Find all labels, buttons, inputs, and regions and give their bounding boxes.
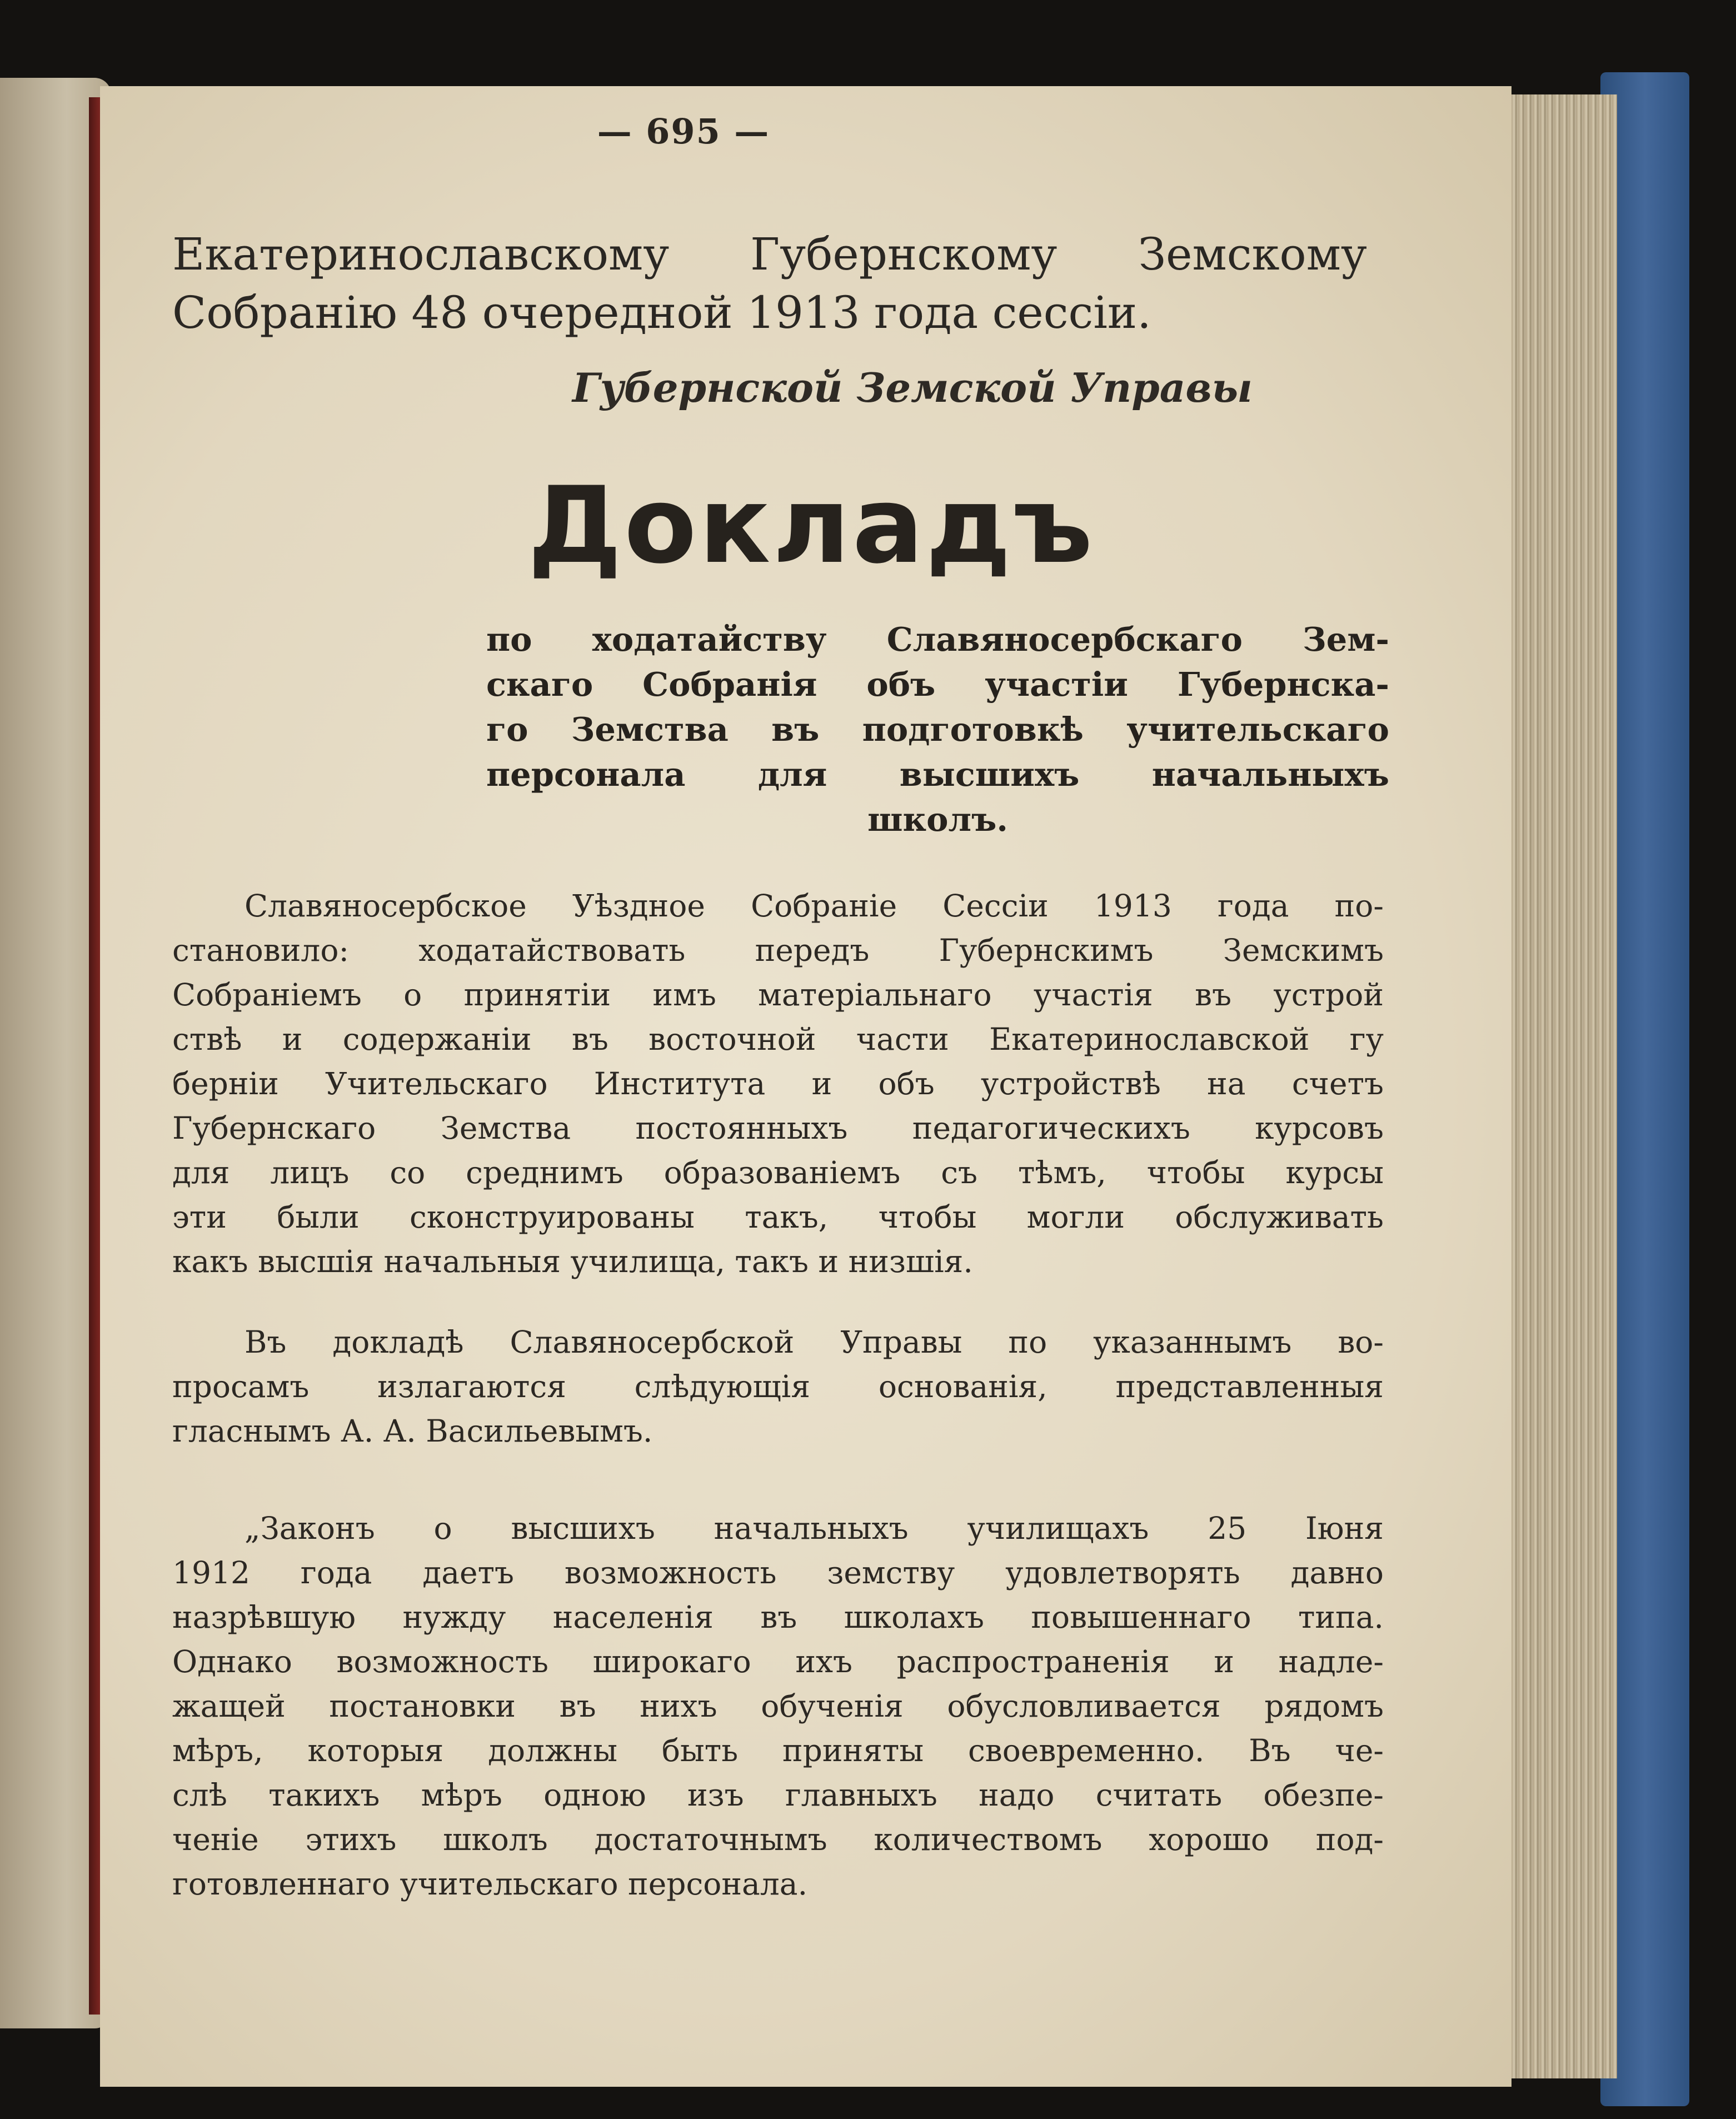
subject-line: скаго Собранія объ участіи Губернска- <box>486 665 1389 704</box>
subject-line: персонала для высшихъ начальныхъ <box>486 755 1389 794</box>
paragraph-line: Губернскаго Земства постоянныхъ педагогическихъ курсовъ <box>172 1110 1384 1146</box>
paragraph-line: назрѣвшую нужду населенія въ школахъ повышеннаго типа. <box>172 1599 1384 1635</box>
board-subheading: Губернской Земской Управы <box>572 364 1253 411</box>
subject-line: го Земства въ подготовкѣ учительскаго <box>486 710 1389 749</box>
paragraph-line: ченіе этихъ школъ достаточнымъ количествомъ хорошо под- <box>172 1822 1384 1857</box>
paragraph-3 <box>172 1506 1384 1906</box>
paragraph-line: берніи Учительскаго Института и объ устройствѣ на счетъ <box>172 1066 1384 1101</box>
book-page <box>100 86 1511 2087</box>
paragraph-line: для лицъ со среднимъ образованіемъ съ тѣмъ, чтобы курсы <box>172 1155 1384 1190</box>
paragraph-line: Собраніемъ о принятіи имъ матеріальнаго участія въ устрой <box>172 977 1384 1013</box>
paragraph-line: Славяносербское Уѣздное Собраніе Сессіи 1913 года по- <box>245 888 1384 924</box>
paragraph-line: просамъ излагаются слѣдующія основанія, представленныя <box>172 1369 1384 1404</box>
paragraph-line: „Законъ о высшихъ начальныхъ училищахъ 25 Іюня <box>245 1510 1384 1546</box>
page-number: — 695 — <box>597 111 770 152</box>
paragraph-line: эти были сконструированы такъ, чтобы могли обслуживать <box>172 1199 1384 1235</box>
paragraph-line: какъ высшія начальныя училища, такъ и низшія. <box>172 1244 973 1279</box>
paragraph-line: мѣръ, которыя должны быть приняты своевременно. Въ че- <box>172 1733 1384 1768</box>
paragraph-2 <box>172 1320 1384 1453</box>
paragraph-1 <box>172 884 1384 1284</box>
subject-line: по ходатайству Славяносербскаго Зем- <box>486 620 1389 659</box>
addressee-heading <box>172 225 1367 342</box>
heading-line: Собранію 48 очередной 1913 года сессіи. <box>172 287 1151 338</box>
document-title: Докладъ <box>527 464 1095 587</box>
paragraph-line: Въ докладѣ Славяносербской Управы по указаннымъ во- <box>245 1324 1384 1360</box>
paragraph-line: слѣ такихъ мѣръ одною изъ главныхъ надо считать обезпе- <box>172 1777 1384 1813</box>
subject-line: школъ. <box>867 800 1008 839</box>
report-subject <box>486 617 1389 842</box>
paragraph-line: 1912 года даетъ возможность земству удовлетворять давно <box>172 1555 1384 1591</box>
paragraph-line: ствѣ и содержаніи въ восточной части Екатеринославской гу <box>172 1021 1384 1057</box>
heading-line: Екатеринославскому Губернскому Земскому <box>172 228 1367 280</box>
paragraph-line: гласнымъ А. А. Васильевымъ. <box>172 1413 653 1449</box>
paragraph-line: жащей постановки въ нихъ обученія обусловливается рядомъ <box>172 1688 1384 1724</box>
paragraph-line: Однако возможность широкаго ихъ распространенія и надле- <box>172 1644 1384 1679</box>
paragraph-line: готовленнаго учительскаго персонала. <box>172 1866 808 1902</box>
paragraph-line: становило: ходатайствовать передъ Губернскимъ Земскимъ <box>172 933 1384 968</box>
